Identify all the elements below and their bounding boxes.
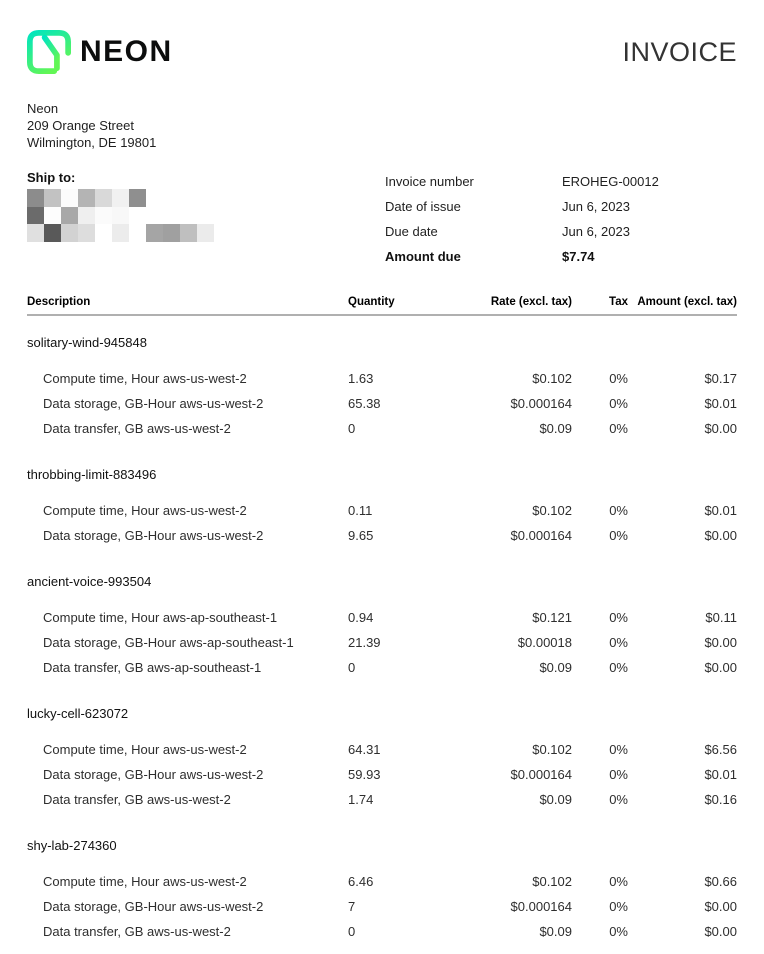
- item-rate: $0.102: [532, 503, 572, 518]
- redacted-row: [27, 224, 214, 242]
- item-amount: $6.56: [704, 742, 737, 757]
- item-tax: 0%: [609, 792, 628, 807]
- redacted-cell: [78, 224, 95, 242]
- company-city: Wilmington, DE 19801: [27, 135, 157, 150]
- redacted-cell: [95, 207, 112, 225]
- item-amount: $0.66: [704, 874, 737, 889]
- item-amount: $0.00: [704, 528, 737, 543]
- ship-to-block: [27, 170, 214, 274]
- redacted-cell: [163, 189, 180, 207]
- item-amount: $0.00: [704, 421, 737, 436]
- item-description: Data storage, GB-Hour aws-us-west-2: [43, 767, 264, 782]
- date-of-issue-value: Jun 6, 2023: [562, 199, 630, 214]
- item-amount: $0.01: [704, 503, 737, 518]
- item-quantity: 9.65: [348, 528, 374, 543]
- redacted-cell: [180, 224, 197, 242]
- invoice-meta: [385, 170, 737, 274]
- company-address: [27, 100, 737, 151]
- item-description: Data transfer, GB aws-us-west-2: [43, 792, 231, 807]
- item-amount: $0.00: [704, 635, 737, 650]
- redacted-cell: [27, 207, 44, 225]
- page-title: INVOICE: [622, 36, 737, 67]
- redacted-cell: [78, 189, 95, 207]
- item-quantity: 65.38: [348, 396, 381, 411]
- table-row: [27, 762, 737, 787]
- item-description: Compute time, Hour aws-us-west-2: [43, 742, 247, 757]
- group-items: [27, 605, 737, 680]
- redacted-cell: [61, 207, 78, 225]
- brand-wordmark: NEON: [80, 35, 173, 68]
- item-rate: $0.000164: [510, 899, 572, 914]
- amount-due-value: $7.74: [562, 249, 595, 264]
- redacted-cell: [129, 224, 146, 242]
- table-header-row: [27, 296, 737, 316]
- table-row: [27, 919, 737, 944]
- item-description: Data storage, GB-Hour aws-us-west-2: [43, 899, 264, 914]
- item-tax: 0%: [609, 396, 628, 411]
- item-quantity: 0: [348, 924, 356, 939]
- column-header-tax: Tax: [609, 296, 628, 308]
- item-description: Compute time, Hour aws-us-west-2: [43, 874, 247, 889]
- table-row: [27, 366, 737, 391]
- table-row: [27, 416, 737, 441]
- group-items: [27, 498, 737, 548]
- item-quantity: 0: [348, 660, 356, 675]
- item-rate: $0.00018: [517, 635, 572, 650]
- redacted-row: [27, 189, 214, 207]
- item-tax: 0%: [609, 874, 628, 889]
- redacted-cell: [180, 189, 197, 207]
- table-row: [27, 523, 737, 548]
- item-tax: 0%: [609, 660, 628, 675]
- item-rate: $0.09: [539, 924, 572, 939]
- column-header-amount: Amount (excl. tax): [637, 296, 737, 308]
- group-title: throbbing-limit-883496: [27, 467, 157, 482]
- redacted-row: [27, 207, 214, 225]
- brand: [27, 30, 173, 74]
- company-street: 209 Orange Street: [27, 118, 134, 133]
- column-header-quantity: Quantity: [348, 296, 395, 308]
- item-rate: $0.000164: [510, 767, 572, 782]
- redacted-cell: [44, 189, 61, 207]
- item-rate: $0.09: [539, 660, 572, 675]
- group-title: shy-lab-274360: [27, 838, 117, 853]
- meta-row-amount-due: [385, 249, 737, 274]
- item-quantity: 0.94: [348, 610, 374, 625]
- group-items: [27, 737, 737, 812]
- item-amount: $0.16: [704, 792, 737, 807]
- item-description: Data transfer, GB aws-us-west-2: [43, 421, 231, 436]
- item-quantity: 1.63: [348, 371, 374, 386]
- item-amount: $0.01: [704, 396, 737, 411]
- redacted-cell: [27, 224, 44, 242]
- due-date-value: Jun 6, 2023: [562, 224, 630, 239]
- item-rate: $0.09: [539, 421, 572, 436]
- item-quantity: 1.74: [348, 792, 374, 807]
- redacted-cell: [112, 207, 129, 225]
- redacted-cell: [163, 224, 180, 242]
- redacted-cell: [163, 207, 180, 225]
- meta-label: Invoice number: [385, 174, 474, 189]
- item-tax: 0%: [609, 635, 628, 650]
- meta-label: Due date: [385, 224, 438, 239]
- redacted-cell: [129, 207, 146, 225]
- item-description: Compute time, Hour aws-us-west-2: [43, 371, 247, 386]
- item-rate: $0.000164: [510, 396, 572, 411]
- item-description: Compute time, Hour aws-ap-southeast-1: [43, 610, 278, 625]
- table-row: [27, 787, 737, 812]
- redacted-cell: [146, 189, 163, 207]
- redacted-cell: [78, 207, 95, 225]
- table-row: [27, 391, 737, 416]
- item-tax: 0%: [609, 742, 628, 757]
- company-name: Neon: [27, 101, 59, 116]
- project-group: [27, 573, 737, 680]
- item-description: Data transfer, GB aws-ap-southeast-1: [43, 660, 262, 675]
- item-quantity: 64.31: [348, 742, 381, 757]
- table-row: [27, 894, 737, 919]
- redacted-cell: [44, 207, 61, 225]
- item-quantity: 7: [348, 899, 356, 914]
- redacted-cell: [61, 189, 78, 207]
- table-row: [27, 630, 737, 655]
- group-title: solitary-wind-945848: [27, 335, 147, 350]
- table-row: [27, 605, 737, 630]
- item-rate: $0.102: [532, 371, 572, 386]
- group-title: ancient-voice-993504: [27, 574, 152, 589]
- redacted-cell: [180, 207, 197, 225]
- group-items: [27, 869, 737, 944]
- redacted-cell: [112, 224, 129, 242]
- table-row: [27, 655, 737, 680]
- meta-row-invoice-number: [385, 174, 737, 199]
- item-rate: $0.102: [532, 742, 572, 757]
- column-header-description: Description: [27, 296, 91, 308]
- ship-and-meta-section: [27, 170, 737, 274]
- redacted-cell: [197, 189, 214, 207]
- invoice-header: [27, 30, 737, 74]
- table-row: [27, 737, 737, 762]
- item-amount: $0.11: [705, 610, 737, 625]
- invoice-table-body: [27, 334, 737, 944]
- item-description: Data storage, GB-Hour aws-ap-southeast-1: [43, 635, 294, 650]
- item-amount: $0.01: [704, 767, 737, 782]
- redacted-cell: [44, 224, 61, 242]
- project-group: [27, 705, 737, 812]
- redacted-cell: [146, 224, 163, 242]
- item-rate: $0.000164: [510, 528, 572, 543]
- table-row: [27, 869, 737, 894]
- item-rate: $0.09: [539, 792, 572, 807]
- item-tax: 0%: [609, 503, 628, 518]
- ship-to-redacted: [27, 189, 214, 242]
- group-title: lucky-cell-623072: [27, 706, 129, 721]
- redacted-cell: [129, 189, 146, 207]
- redacted-cell: [112, 189, 129, 207]
- item-quantity: 21.39: [348, 635, 381, 650]
- meta-label: Date of issue: [385, 199, 461, 214]
- item-quantity: 6.46: [348, 874, 374, 889]
- group-items: [27, 366, 737, 441]
- redacted-cell: [95, 189, 112, 207]
- item-tax: 0%: [609, 528, 628, 543]
- neon-logo-icon: [27, 30, 71, 74]
- item-tax: 0%: [609, 421, 628, 436]
- meta-label: Amount due: [385, 249, 461, 264]
- redacted-cell: [146, 207, 163, 225]
- item-tax: 0%: [609, 899, 628, 914]
- redacted-cell: [197, 224, 214, 242]
- item-tax: 0%: [609, 610, 628, 625]
- item-rate: $0.121: [532, 610, 572, 625]
- item-description: Compute time, Hour aws-us-west-2: [43, 503, 247, 518]
- meta-row-date-of-issue: [385, 199, 737, 224]
- invoice-number-value: EROHEG-00012: [562, 174, 659, 189]
- meta-row-due-date: [385, 224, 737, 249]
- table-row: [27, 498, 737, 523]
- item-amount: $0.00: [704, 660, 737, 675]
- column-header-rate: Rate (excl. tax): [490, 296, 572, 308]
- project-group: [27, 837, 737, 944]
- redacted-cell: [61, 224, 78, 242]
- item-amount: $0.00: [704, 899, 737, 914]
- item-amount: $0.17: [704, 371, 737, 386]
- item-quantity: 0.11: [348, 503, 373, 518]
- item-tax: 0%: [609, 924, 628, 939]
- item-description: Data storage, GB-Hour aws-us-west-2: [43, 528, 264, 543]
- ship-to-label: Ship to:: [27, 170, 76, 185]
- item-tax: 0%: [609, 767, 628, 782]
- item-rate: $0.102: [532, 874, 572, 889]
- redacted-cell: [197, 207, 214, 225]
- item-tax: 0%: [609, 371, 628, 386]
- item-quantity: 0: [348, 421, 356, 436]
- item-quantity: 59.93: [348, 767, 381, 782]
- project-group: [27, 466, 737, 548]
- line-items-table: [27, 296, 737, 944]
- redacted-cell: [95, 224, 112, 242]
- item-description: Data transfer, GB aws-us-west-2: [43, 924, 231, 939]
- redacted-cell: [27, 189, 44, 207]
- project-group: [27, 334, 737, 441]
- item-amount: $0.00: [704, 924, 737, 939]
- item-description: Data storage, GB-Hour aws-us-west-2: [43, 396, 264, 411]
